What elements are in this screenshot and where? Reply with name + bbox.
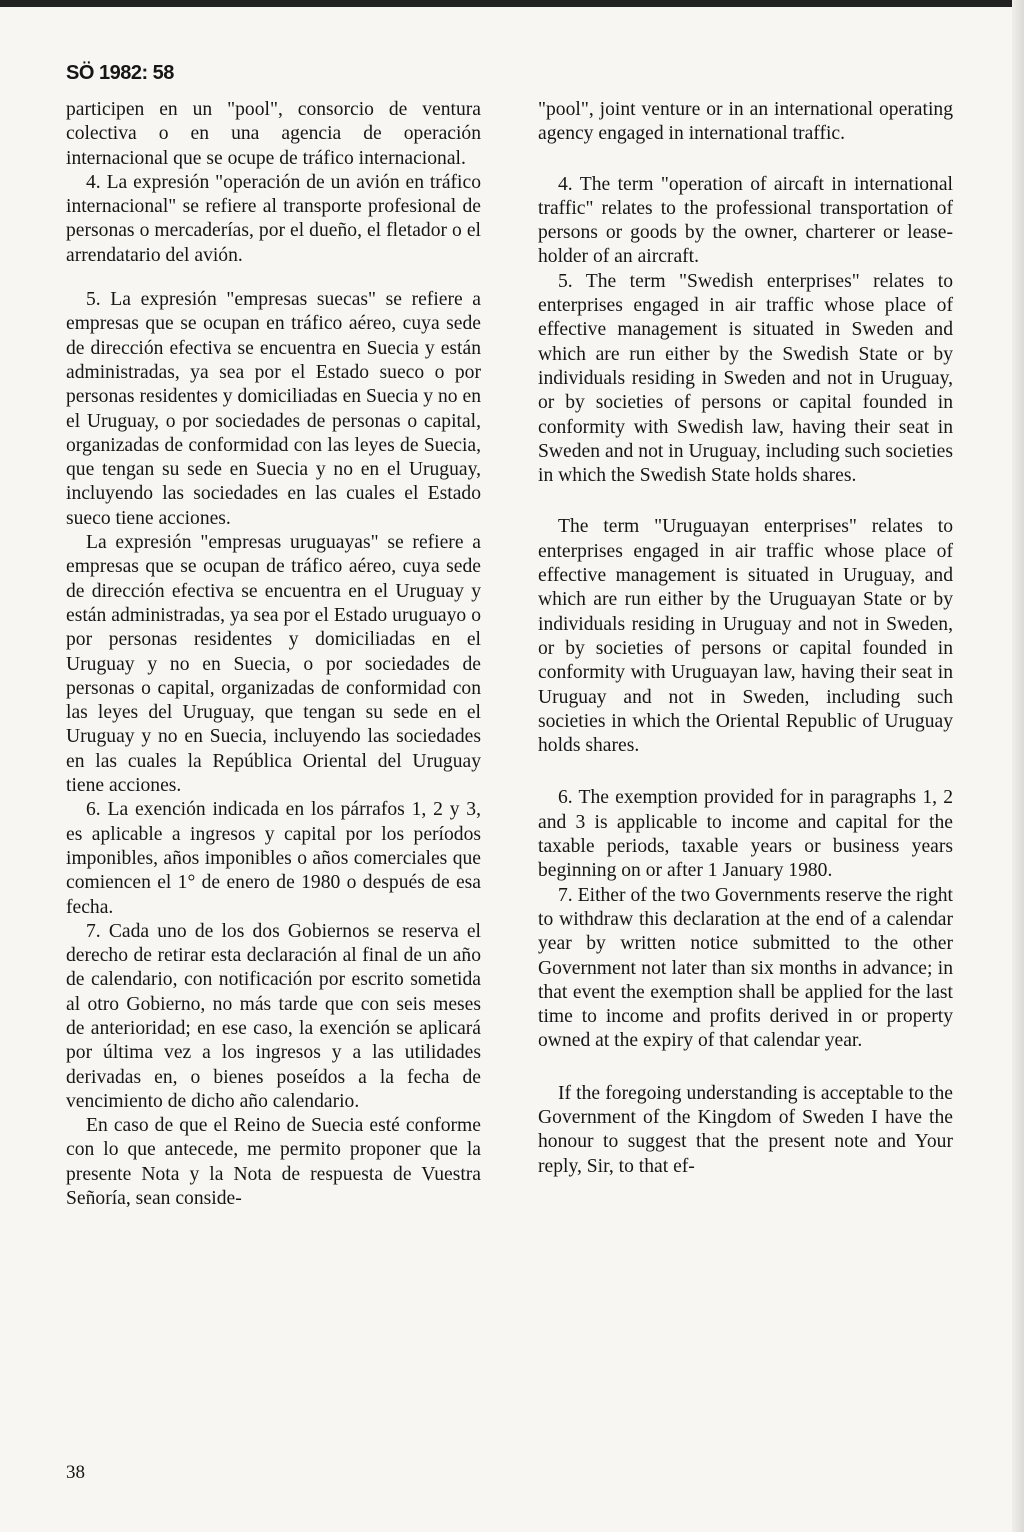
english-text-column [538, 98, 953, 1179]
en-paragraph-uruguayan-enterprises: The term "Uruguayan enterprises" relates to enterprises engaged in air traffic whose place of effective management is situated in Uruguay, and which are run either by the Uruguayan State or by individuals residing in Uruguay and not in Sweden, or by societies of persons or capital founded in conformity with Uruguayan law, having their seat in Uruguay and not in Sweden, including such societies in which the Oriental Republic of Uruguay holds shares. [538, 516, 953, 757]
top-border-rule [0, 0, 1024, 7]
es-paragraph-7: 7. Cada uno de los dos Gobiernos se reserva el derecho de retirar esta declaración al final de un año de calendario, con notificación por escrito sometida al otro Gobierno, no más tarde que con seis meses de anterioridad; en ese caso, la exención se aplicará por última vez a los ingresos y a las utilidades derivadas en, o bienes poseídos a la fecha de vencimiento de dicho año calendario. [66, 920, 481, 1112]
en-paragraph-closing: If the foregoing understanding is acceptable to the Government of the Kingdom of Sweden I have the honour to suggest that the present note and Your reply, Sir, to that ef- [538, 1082, 953, 1177]
en-paragraph-7: 7. Either of the two Governments reserve the right to withdraw this declaration at the end of a calendar year by written notice submitted to the other Government not later than six months in advance; in that event the exemption shall be applied for the last time to income and profits derived in or property owned at the expiry of that calendar year. [538, 884, 953, 1052]
es-paragraph-uruguayan-enterprises: La expresión "empresas uruguayas" se refiere a empresas que se ocupan de tráfico aéreo, cuya sede de dirección efectiva se encuentra en el Uruguay y están administradas, ya sea por el Estado uruguayo o por personas residentes y domiciliadas en el Uruguay y no en Suecia, o por sociedades de personas o capital, organizadas de conformidad con las leyes del Uruguay, que tengan su sede en el Uruguay y no en Suecia, incluyendo las sociedades en las cuales la República Oriental del Uruguay tiene acciones. [66, 532, 481, 797]
es-paragraph-pool: participen en un "pool", consorcio de ventura colectiva o en una agencia de operación internacional que se ocupe de tráfico internacional. [66, 99, 481, 169]
spanish-text-column [66, 98, 481, 1211]
document-reference: SÖ 1982: 58 [66, 62, 174, 84]
es-paragraph-6: 6. La exención indicada en los párrafos 1, 2 y 3, es aplicable a ingresos y capital por los períodos imponibles, años imponibles o años comerciales que comiencen el 1° de enero de 1980 o después de esa fecha. [66, 799, 481, 918]
en-paragraph-4: 4. The term "operation of aircaft in international traffic" relates to the professional transportation of persons or goods by the owner, charterer or lease-holder of an aircraft. [538, 173, 953, 268]
es-paragraph-closing: En caso de que el Reino de Suecia esté conforme con lo que antecede, me permito proponer que la presente Nota y la Nota de respuesta de Vuestra Señoría, sean conside- [66, 1115, 481, 1210]
en-paragraph-5: 5. The term "Swedish enterprises" relates to enterprises engaged in air traffic whose place of effective management is situated in Sweden and which are run either by the Swedish State or by individuals residing in Sweden and not in Uruguay, or by societies of persons or capital founded in conformity with Swedish law, having their seat in Sweden and not in Uruguay, including such societies in which the Swedish State holds shares. [538, 270, 953, 487]
en-paragraph-pool: "pool", joint venture or in an international operating agency engaged in international traffic. [538, 99, 953, 145]
es-paragraph-5: 5. La expresión "empresas suecas" se refiere a empresas que se ocupan en tráfico aéreo, cuya sede de dirección efectiva se encuentra en Suecia y están administradas, ya sea por el Estado sueco o por personas residentes y domiciliadas en Suecia y no en el Uruguay, o por sociedades de personas o capital, organizadas de conformidad con las leyes de Suecia, que tengan su sede en Suecia y no en el Uruguay, incluyendo las sociedades en las cuales el Estado sueco tiene acciones. [66, 289, 481, 529]
page-number: 38 [66, 1462, 85, 1483]
page-edge-shadow [1012, 0, 1024, 1532]
en-paragraph-6: 6. The exemption provided for in paragraphs 1, 2 and 3 is applicable to income and capital for the taxable periods, taxable years or business years beginning on or after 1 January 1980. [538, 787, 953, 882]
es-paragraph-4: 4. La expresión "operación de un avión en tráfico internacional" se refiere al transporte profesional de personas o mercaderías, por el dueño, el fletador o el arrendatario del avión. [66, 171, 481, 266]
